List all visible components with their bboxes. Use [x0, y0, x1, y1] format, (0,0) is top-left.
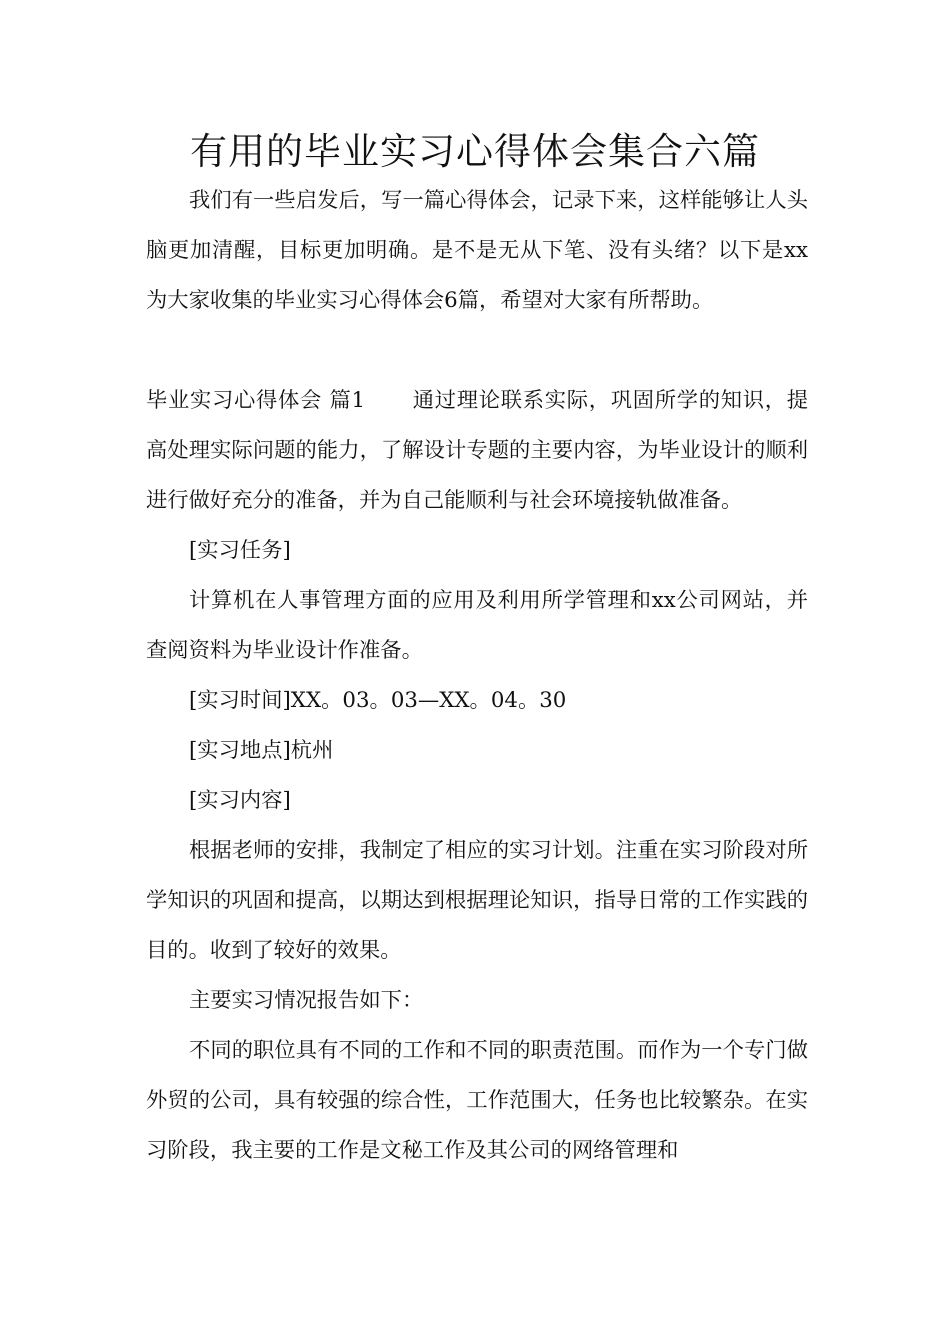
practice-task-heading: [实习任务] — [189, 538, 291, 563]
intro-paragraph: 我们有一些启发后，写一篇心得体会，记录下来，这样能够让人头脑更加清醒，目标更加明确。是不是无从下笔、没有头绪？以下是xx为大家收集的毕业实习心得体会6篇，希望对大家有所帮助。 — [146, 188, 808, 313]
document-title: 有用的毕业实习心得体会集合六篇 — [190, 130, 760, 173]
report-intro: 主要实习情况报告如下： — [189, 988, 424, 1013]
duties-paragraph: 不同的职位具有不同的工作和不同的职责范围。而作为一个专门做外贸的公司，具有较强的综合性，工作范围大，任务也比较繁杂。在实习阶段，我主要的工作是文秘工作及其公司的网络管理和 — [146, 1038, 808, 1163]
section-spacer — [146, 326, 808, 376]
practice-plan-paragraph: 根据老师的安排，我制定了相应的实习计划。注重在实习阶段对所学知识的巩固和提高，以期达到根据理论知识，指导日常的工作实践的目的。收到了较好的效果。 — [146, 838, 808, 963]
practice-content-heading: [实习内容] — [189, 788, 291, 813]
document-body — [146, 176, 808, 1176]
practice-location: [实习地点]杭州 — [189, 738, 334, 763]
practice-task-text: 计算机在人事管理方面的应用及利用所学管理和xx公司网站，并查阅资料为毕业设计作准备。 — [146, 588, 808, 663]
section-1-paragraph — [146, 376, 808, 526]
practice-time: [实习时间]XX。03。03—XX。04。30 — [189, 688, 567, 713]
section-1-lead: 通过理论联系实际，巩固所学的知识，提高处理实际问题的能力，了解设计专题的主要内容，为毕业设计的顺利进行做好充分的准备，并为自己能顺利与社会环境接轨做准备。 — [146, 388, 808, 513]
section-1-heading: 毕业实习心得体会 篇1 — [146, 388, 366, 413]
